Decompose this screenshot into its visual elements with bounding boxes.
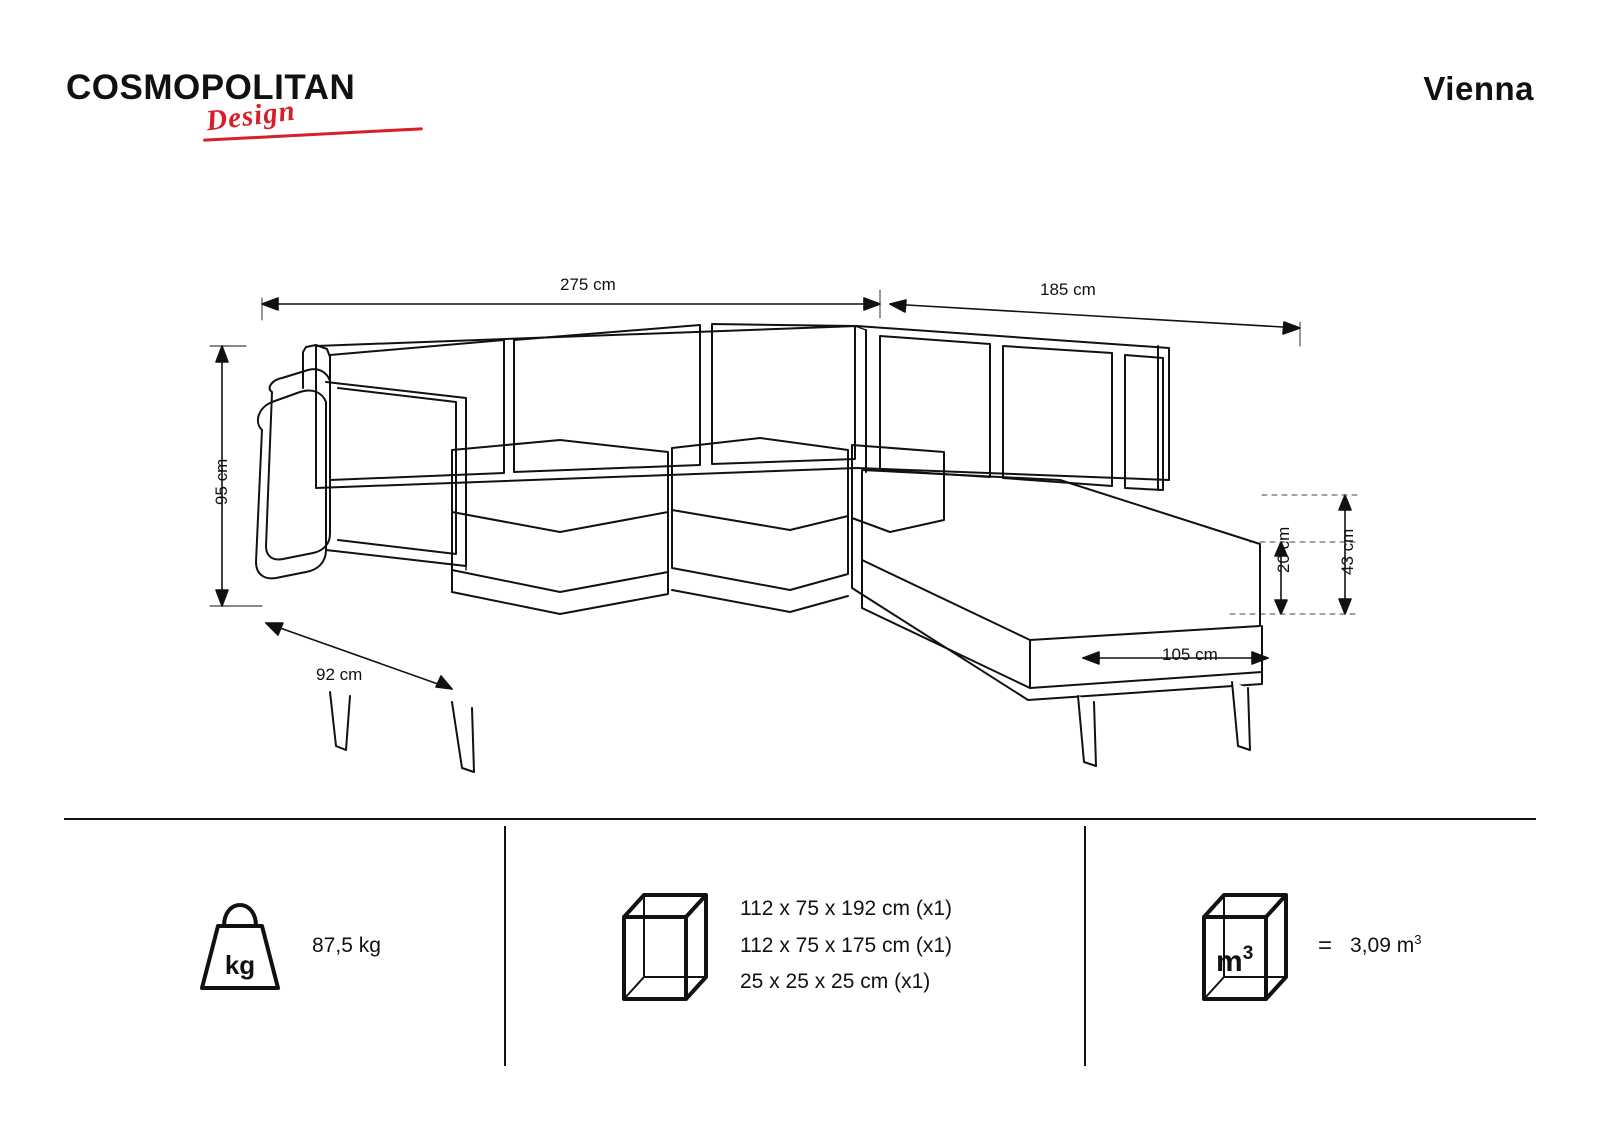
package-list <box>740 891 952 1001</box>
dimension-label-20: 20 cm <box>1274 526 1293 573</box>
brand-script: Design <box>204 94 298 138</box>
back-cushion-4 <box>880 336 990 477</box>
product-drawing <box>0 150 1600 810</box>
sofa-diagram-svg <box>0 150 1600 810</box>
chaise-seat-cushion <box>862 470 1260 640</box>
footer-divider <box>64 818 1536 820</box>
package-line: 25 x 25 x 25 cm (x1) <box>740 970 931 994</box>
box-volume-icon <box>1196 887 1294 1005</box>
packages-cell <box>504 826 1084 1066</box>
weight-value: 87,5 kg <box>312 933 381 957</box>
back-cushion-5 <box>1003 346 1112 486</box>
back-cushion-1 <box>330 340 504 480</box>
brand-wordmark: COSMOPOLITAN <box>66 68 356 107</box>
dimension-label-92: 92 cm <box>316 665 363 684</box>
page-title: Vienna <box>1423 70 1534 107</box>
m3-icon-text: $m^3$ <box>1216 943 1254 978</box>
back-cushion-3 <box>712 324 855 464</box>
chaise-base-seam <box>862 560 1262 688</box>
package-line: 112 x 75 x 192 cm (x1) <box>740 896 953 920</box>
leg-chaise-right <box>1232 682 1250 750</box>
dimension-label-105: 105 cm <box>1162 645 1218 664</box>
armrest-side-inner <box>338 388 456 554</box>
volume-cell <box>1084 826 1536 1066</box>
leg-front-center <box>452 702 474 772</box>
box-outline-icon <box>616 887 714 1005</box>
dimension-line-275 <box>262 298 880 310</box>
dimension-line-185 <box>890 300 1300 334</box>
armrest-side-panel <box>326 382 466 566</box>
armrest-inner <box>266 369 330 559</box>
package-line: 112 x 75 x 175 cm (x1) <box>740 933 953 957</box>
kg-icon-text: kg <box>224 950 256 980</box>
volume-number: 3,09 m <box>1350 933 1415 957</box>
equals-sign: = <box>1318 932 1333 959</box>
brand-logo <box>66 70 396 140</box>
weight-cell <box>64 826 504 1066</box>
specs-footer <box>64 826 1536 1066</box>
seat-cushion-1 <box>452 440 668 532</box>
chaise-base <box>852 518 1262 700</box>
seat-base-front-1 <box>452 512 668 592</box>
dimension-label-43: 43 cm <box>1338 528 1357 575</box>
dimension-label-185: 185 cm <box>1040 280 1096 299</box>
seat-cushion-2 <box>672 438 848 530</box>
leg-front-left <box>330 692 350 750</box>
volume-exponent: 3 <box>1414 931 1422 947</box>
dimension-label-95: 95 cm <box>212 458 231 505</box>
leg-chaise-left <box>1078 696 1096 766</box>
base-rail-2 <box>672 590 848 612</box>
dimension-label-275: 275 cm <box>560 275 616 294</box>
volume-value <box>1350 928 1421 965</box>
weight-kg-icon <box>194 898 286 994</box>
